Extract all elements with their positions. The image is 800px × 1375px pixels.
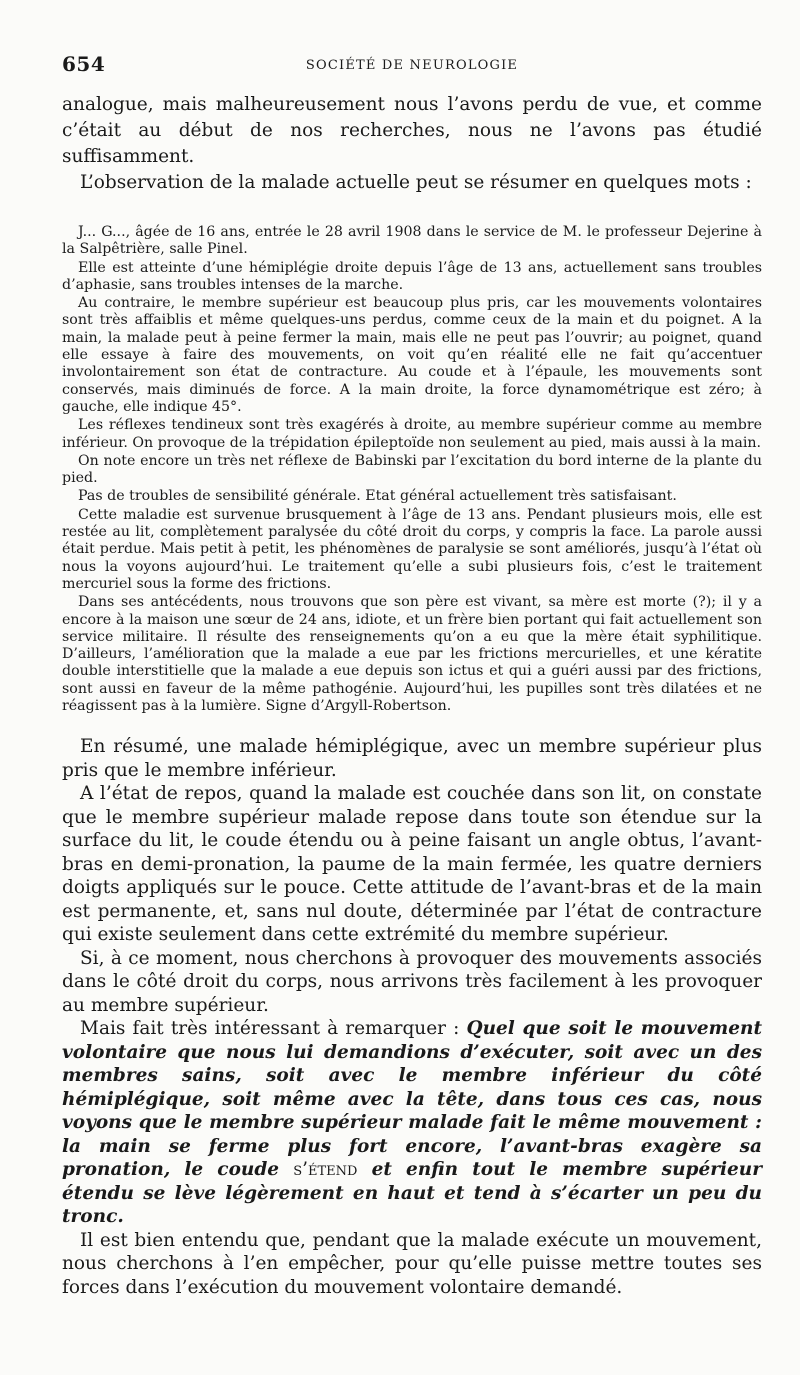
observation-paragraph: Les réflexes tendineux sont très exagérés à droite, au membre supérieur comme au membre inférieur. On provoque de la trépidation épileptoïde non seulement au pied, mais aussi à la main. xyxy=(62,417,762,451)
intro-paragraph-1: analogue, mais malheureusement nous l’avons perdu de vue, et comme c’était au début de nos recherches, nous ne l’avons pas étudié suffisamment. xyxy=(62,94,762,167)
page-header xyxy=(62,52,762,78)
discussion-paragraph: A l’état de repos, quand la malade est couchée dans son lit, on constate que le membre supérieur malade repose dans toute son étendue sur la surface du lit, le coude étendu ou à peine faisant un angle obtus, l’avant-bras en demi-pronation, la paume de la main fermée, les quatre derniers doigts appliqués sur le pouce. Cette attitude de l’avant-bras et de la main est permanente, et, sans nul doute, déterminée par l’état de contracture qui existe seulement dans cette extrémité du membre supérieur. xyxy=(62,783,762,946)
discussion-paragraph: Si, à ce moment, nous cherchons à provoquer des mouvements associés dans le côté droit du corps, nous arrivons très facilement à les provoquer au membre supérieur. xyxy=(62,947,762,1016)
discussion-paragraph: Il est bien entendu que, pendant que la malade exécute un mouvement, nous cherchons à l’en empêcher, pour qu’elle puisse mettre toutes ses forces dans l’exécution du mouvement volontaire demandé. xyxy=(62,1229,762,1298)
observation-block xyxy=(62,224,762,715)
running-head: SOCIÉTÉ DE NEUROLOGIE xyxy=(305,58,519,73)
discussion-paragraph-emphasis xyxy=(62,1017,762,1229)
observation-paragraph: Pas de troubles de sensibilité générale. Etat général actuellement très satisfaisant. xyxy=(78,488,677,505)
observation-paragraph: Au contraire, le membre supérieur est beaucoup plus pris, car les mouvements volontaires sont très affaiblis et même quelques-uns perdus, comme ceux de la main et du poignet. A la main, la malade peut à peine fermer la main, mais elle ne peut pas l’ouvrir; au poignet, quand elle essaye à faire des mouvements, on voit qu’en réalité elle ne fait qu’accentuer involontairement son état de contracture. Au coude et à l’épaule, les mouvements sont conservés, mais diminués de force. A la main droite, la force dynamométrique est zéro; à gauche, elle indique 45°. xyxy=(62,295,762,415)
emphasis-lead-in: Mais fait très intéressant à remarquer : xyxy=(80,1018,467,1040)
observation-paragraph: Cette maladie est survenue brusquement à l’âge de 13 ans. Pendant plusieurs mois, elle est restée au lit, complètement paralysée du côté droit du corps, y compris la face. La parole aussi était perdue. Mais petit à petit, les phénomènes de paralysie se sont améliorés, jusqu’à l’état où nous la voyons aujourd’hui. Le traitement qu’elle a subi plusieurs fois, c’est le traitement mercuriel sous la forme des frictions. xyxy=(62,506,762,592)
observation-paragraph: On note encore un très net réflexe de Babinski par l’excitation du bord interne de la plante du pied. xyxy=(62,452,762,487)
emphasis-italic-text: Quel que soit le mouvement volontaire que nous lui demandions d’exécuter, soit avec un des membres sains, soit avec le membre inférieur du côté hémiplégique, soit même avec la tête, dans tous ces cas, nous voyons que le membre supérieur malade fait le même mouvement : la main se ferme plus fort encore, l’avant-bras exagère sa pronation, le coude xyxy=(62,1018,763,1181)
emphasis-smallcaps-word: s’étend xyxy=(293,1159,358,1181)
observation-paragraph: Dans ses antécédents, nous trouvons que son père est vivant, sa mère est morte (?); il y a encore à la maison une sœur de 24 ans, idiote, et un frère bien portant qui fait actuellement son service militaire. Il résulte des renseignements qu’on a eu que la mère était syphilitique. D’ailleurs, l’amélioration que la malade a eue par les frictions mercurielles, et une kératite double interstitielle que la malade a eue depuis son ictus et qui a guéri aussi par des frictions, sont aussi en faveur de la même pathogénie. Aujourd’hui, les pupilles sont très dilatées et ne réagissent pas à la lumière. Signe d’Argyll-Robertson. xyxy=(62,594,762,715)
intro-paragraph-2: L’observation de la malade actuelle peut se résumer en quelques mots : xyxy=(80,172,752,193)
main-text xyxy=(62,92,762,1299)
observation-paragraph: J... G..., âgée de 16 ans, entrée le 28 avril 1908 dans le service de M. le professeur Dejerine à la Salpêtrière, salle Pinel. xyxy=(62,224,762,258)
discussion-block xyxy=(62,735,762,1299)
emphasis-italic-text: et enfin tout le membre supérieur étendu se lève légèrement en haut et tend à s’écarter un peu du tronc. xyxy=(62,1159,762,1228)
discussion-paragraph: En résumé, une malade hémiplégique, avec un membre supérieur plus pris que le membre inférieur. xyxy=(62,736,762,781)
observation-paragraph: Elle est atteinte d’une hémiplégie droite depuis l’âge de 13 ans, actuellement sans troubles d’aphasie, sans troubles intenses de la marche. xyxy=(62,259,762,293)
page-number: 654 xyxy=(62,52,106,76)
